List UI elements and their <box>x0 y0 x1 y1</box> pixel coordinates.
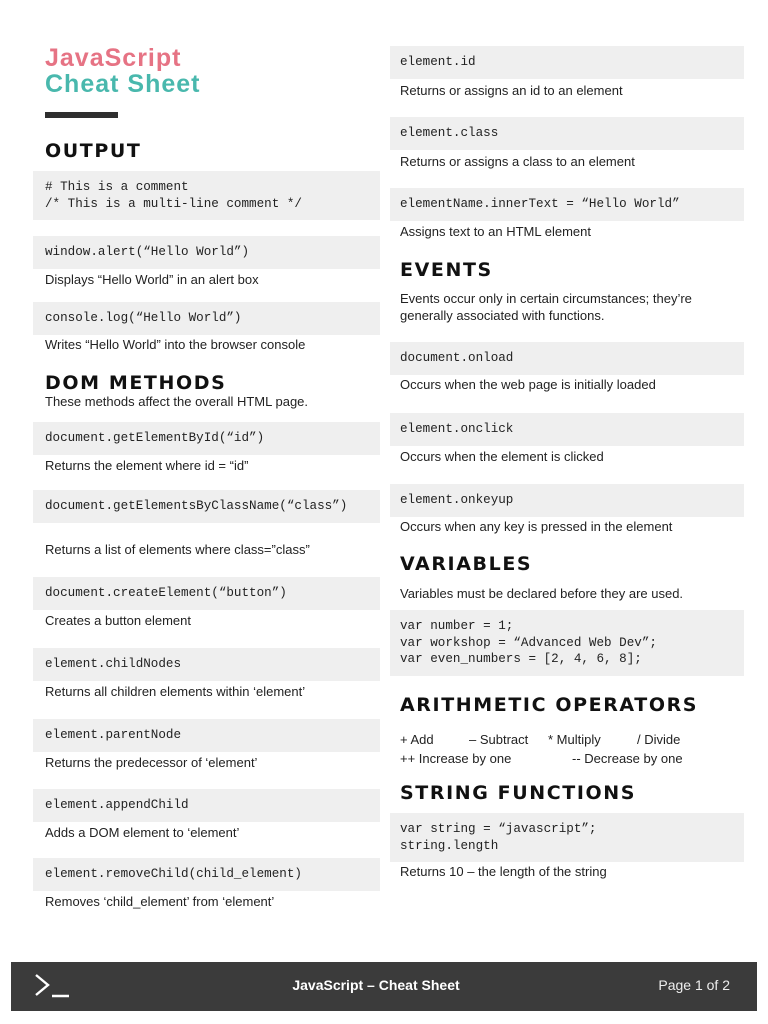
dom-methods-intro: These methods affect the overall HTML page. <box>45 394 309 409</box>
title-line-2: Cheat Sheet <box>45 70 201 98</box>
dom-item-code: document.getElementById(“id”) <box>33 422 380 455</box>
operator-multiply: * Multiply <box>548 732 601 747</box>
event-item-description: Occurs when any key is pressed in the element <box>400 519 673 534</box>
dom-item-code: document.createElement(“button”) <box>33 577 380 610</box>
alert-description: Displays “Hello World” in an alert box <box>45 272 259 287</box>
string-length-description: Returns 10 – the length of the string <box>400 864 607 879</box>
element-item-description: Returns or assigns a class to an element <box>400 154 635 169</box>
event-item-description: Occurs when the web page is initially loaded <box>400 377 656 392</box>
event-item-code: element.onkeyup <box>390 484 744 517</box>
event-item-code: element.onclick <box>390 413 744 446</box>
page-indicator: Page 1 of 2 <box>658 977 730 993</box>
alert-code-block: window.alert(“Hello World”) <box>33 236 380 269</box>
operator-increase: ++ Increase by one <box>400 751 512 766</box>
title-underline <box>45 112 118 118</box>
element-item-description: Assigns text to an HTML element <box>400 224 591 239</box>
dom-item-description: Returns the predecessor of ‘element’ <box>45 755 258 770</box>
dom-item-description: Adds a DOM element to ‘element’ <box>45 825 240 840</box>
arithmetic-operators-heading: ARITHMETIC OPERATORS <box>400 694 699 716</box>
dom-item-description: Returns all children elements within ‘element’ <box>45 684 306 699</box>
events-heading: EVENTS <box>400 259 493 281</box>
output-heading: OUTPUT <box>45 140 142 162</box>
variables-heading: VARIABLES <box>400 553 533 575</box>
dom-item-code: element.removeChild(child_element) <box>33 858 380 891</box>
operator-subtract: – Subtract <box>469 732 529 747</box>
events-intro: Events occur only in certain circumstances; they’re generally associated with functions. <box>400 291 692 323</box>
footer-title: JavaScript – Cheat Sheet <box>292 977 460 993</box>
operator-add: + Add <box>400 732 434 747</box>
element-item-description: Returns or assigns an id to an element <box>400 83 623 98</box>
event-item-code: document.onload <box>390 342 744 375</box>
dom-item-description: Removes ‘child_element’ from ‘element’ <box>45 894 275 909</box>
operator-divide: / Divide <box>637 732 681 747</box>
console-code-block: console.log(“Hello World”) <box>33 302 380 335</box>
console-description: Writes “Hello World” into the browser console <box>45 337 306 352</box>
dom-item-code: element.appendChild <box>33 789 380 822</box>
arithmetic-operators-list <box>400 730 744 768</box>
variables-code-block: var number = 1; var workshop = “Advanced Web Dev”; var even_numbers = [2, 4, 6, 8]; <box>390 610 744 676</box>
comment-code-block: # This is a comment /* This is a multi-line comment */ <box>33 171 380 220</box>
dom-item-description: Returns the element where id = “id” <box>45 458 249 473</box>
dom-item-code: document.getElementsByClassName(“class”) <box>33 490 380 523</box>
operator-decrease: -- Decrease by one <box>572 751 683 766</box>
element-item-code: element.id <box>390 46 744 79</box>
dom-item-code: element.childNodes <box>33 648 380 681</box>
string-code-block: var string = “javascript”; string.length <box>390 813 744 862</box>
footer-bar <box>11 962 757 1011</box>
title-line-1: JavaScript <box>45 44 182 72</box>
dom-item-description: Creates a button element <box>45 613 191 628</box>
element-item-code: element.class <box>390 117 744 150</box>
dom-item-code: element.parentNode <box>33 719 380 752</box>
dom-item-description: Returns a list of elements where class=”class” <box>45 542 310 557</box>
event-item-description: Occurs when the element is clicked <box>400 449 604 464</box>
element-item-code: elementName.innerText = “Hello World” <box>390 188 744 221</box>
string-functions-heading: STRING FUNCTIONS <box>400 782 637 804</box>
variables-intro: Variables must be declared before they are used. <box>400 586 684 601</box>
dom-methods-heading: DOM METHODS <box>45 372 227 394</box>
